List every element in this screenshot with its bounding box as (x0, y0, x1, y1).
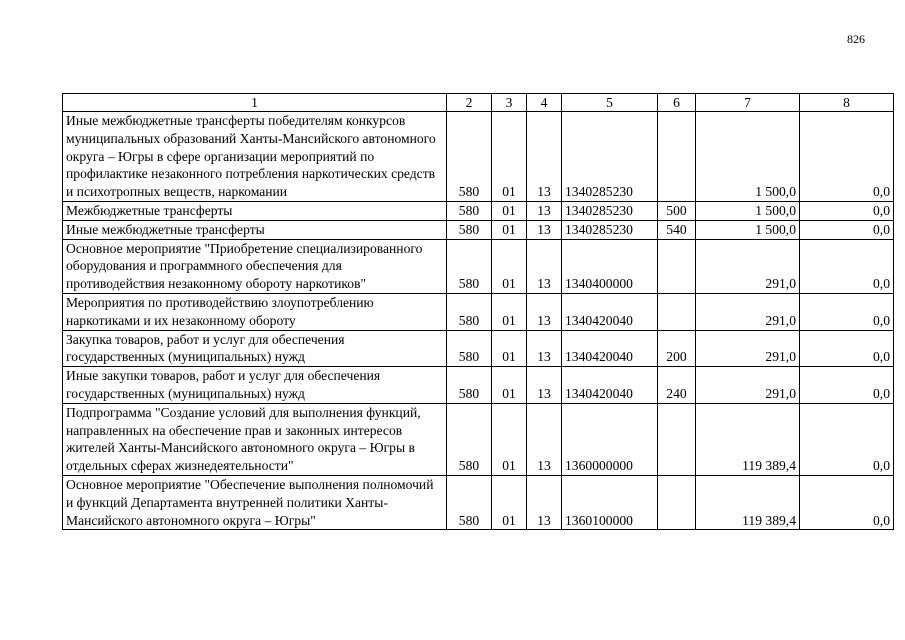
row-rz-cell: 01 (492, 201, 527, 220)
row-name-cell: Иные межбюджетные трансферты (63, 220, 447, 239)
row-amount-2-cell: 0,0 (800, 330, 894, 367)
row-amount-cell: 291,0 (696, 293, 800, 330)
row-name-cell: Закупка товаров, работ и услуг для обеспечения государственных (муниципальных) нужд (63, 330, 447, 367)
row-ved-cell: 580 (447, 220, 492, 239)
row-amount-cell: 291,0 (696, 367, 800, 404)
table-row (63, 293, 894, 330)
header-col-4: 4 (527, 94, 562, 112)
row-name-cell: Подпрограмма "Создание условий для выполнения функций, направленных на обеспечение прав и законных интересов жителей Ханты-Мансийского автономного округа – Югры в отдельных сферах жизнедеятельности" (63, 403, 447, 475)
row-name-cell: Основное мероприятие "Приобретение специализированного оборудования и программного обеспечения для противодействия незаконному обороту наркотиков" (63, 239, 447, 293)
row-pr-cell: 13 (527, 220, 562, 239)
budget-table (62, 93, 894, 530)
header-col-7: 7 (696, 94, 800, 112)
row-csr-cell: 1360000000 (562, 403, 658, 475)
row-rz-cell: 01 (492, 220, 527, 239)
header-row (63, 94, 894, 112)
table-row (63, 367, 894, 404)
row-pr-cell: 13 (527, 330, 562, 367)
table-row (63, 220, 894, 239)
row-ved-cell: 580 (447, 367, 492, 404)
row-csr-cell: 1340285230 (562, 201, 658, 220)
row-ved-cell: 580 (447, 239, 492, 293)
row-csr-cell: 1340285230 (562, 220, 658, 239)
row-csr-cell: 1340285230 (562, 112, 658, 202)
row-ved-cell: 580 (447, 201, 492, 220)
row-pr-cell: 13 (527, 239, 562, 293)
row-rz-cell: 01 (492, 475, 527, 529)
row-rz-cell: 01 (492, 293, 527, 330)
row-amount-cell: 291,0 (696, 330, 800, 367)
row-pr-cell: 13 (527, 403, 562, 475)
row-vr-cell (658, 239, 696, 293)
table-row (63, 112, 894, 202)
page-number: 826 (847, 32, 865, 46)
row-rz-cell: 01 (492, 239, 527, 293)
row-amount-cell: 119 389,4 (696, 403, 800, 475)
row-amount-cell: 1 500,0 (696, 201, 800, 220)
row-ved-cell: 580 (447, 403, 492, 475)
row-amount-2-cell: 0,0 (800, 403, 894, 475)
row-amount-2-cell: 0,0 (800, 220, 894, 239)
row-rz-cell: 01 (492, 367, 527, 404)
row-name-cell: Межбюджетные трансферты (63, 201, 447, 220)
header-col-3: 3 (492, 94, 527, 112)
row-name-cell: Иные межбюджетные трансферты победителям конкурсов муниципальных образований Ханты-Мансийского автономного округа – Югры в сфере организации мероприятий по профилактике незаконного потребления наркотических средств и психотропных веществ, наркомании (63, 112, 447, 202)
row-rz-cell: 01 (492, 112, 527, 202)
row-csr-cell: 1360100000 (562, 475, 658, 529)
row-amount-2-cell: 0,0 (800, 112, 894, 202)
row-vr-cell (658, 293, 696, 330)
row-csr-cell: 1340400000 (562, 239, 658, 293)
row-name-cell: Мероприятия по противодействию злоупотреблению наркотиками и их незаконному обороту (63, 293, 447, 330)
row-vr-cell: 240 (658, 367, 696, 404)
row-vr-cell: 200 (658, 330, 696, 367)
row-csr-cell: 1340420040 (562, 293, 658, 330)
row-ved-cell: 580 (447, 112, 492, 202)
table-row (63, 239, 894, 293)
row-vr-cell (658, 475, 696, 529)
row-vr-cell (658, 112, 696, 202)
table-row (63, 475, 894, 529)
row-name-cell: Иные закупки товаров, работ и услуг для обеспечения государственных (муниципальных) нужд (63, 367, 447, 404)
header-col-8: 8 (800, 94, 894, 112)
row-amount-cell: 291,0 (696, 239, 800, 293)
header-col-2: 2 (447, 94, 492, 112)
row-amount-2-cell: 0,0 (800, 293, 894, 330)
table-row (63, 330, 894, 367)
row-pr-cell: 13 (527, 201, 562, 220)
row-rz-cell: 01 (492, 330, 527, 367)
header-col-6: 6 (658, 94, 696, 112)
header-col-5: 5 (562, 94, 658, 112)
header-col-1: 1 (63, 94, 447, 112)
row-amount-cell: 1 500,0 (696, 220, 800, 239)
row-vr-cell: 540 (658, 220, 696, 239)
row-pr-cell: 13 (527, 112, 562, 202)
row-rz-cell: 01 (492, 403, 527, 475)
table-row (63, 201, 894, 220)
row-amount-cell: 119 389,4 (696, 475, 800, 529)
row-amount-2-cell: 0,0 (800, 475, 894, 529)
row-amount-2-cell: 0,0 (800, 367, 894, 404)
table-body (63, 112, 894, 530)
row-amount-cell: 1 500,0 (696, 112, 800, 202)
row-amount-2-cell: 0,0 (800, 201, 894, 220)
row-vr-cell: 500 (658, 201, 696, 220)
row-ved-cell: 580 (447, 475, 492, 529)
table-row (63, 403, 894, 475)
row-vr-cell (658, 403, 696, 475)
row-ved-cell: 580 (447, 330, 492, 367)
row-ved-cell: 580 (447, 293, 492, 330)
row-pr-cell: 13 (527, 475, 562, 529)
row-amount-2-cell: 0,0 (800, 239, 894, 293)
row-name-cell: Основное мероприятие "Обеспечение выполнения полномочий и функций Департамента внутренней политики Ханты-Мансийского автономного округа – Югры" (63, 475, 447, 529)
row-csr-cell: 1340420040 (562, 330, 658, 367)
row-pr-cell: 13 (527, 367, 562, 404)
row-pr-cell: 13 (527, 293, 562, 330)
row-csr-cell: 1340420040 (562, 367, 658, 404)
